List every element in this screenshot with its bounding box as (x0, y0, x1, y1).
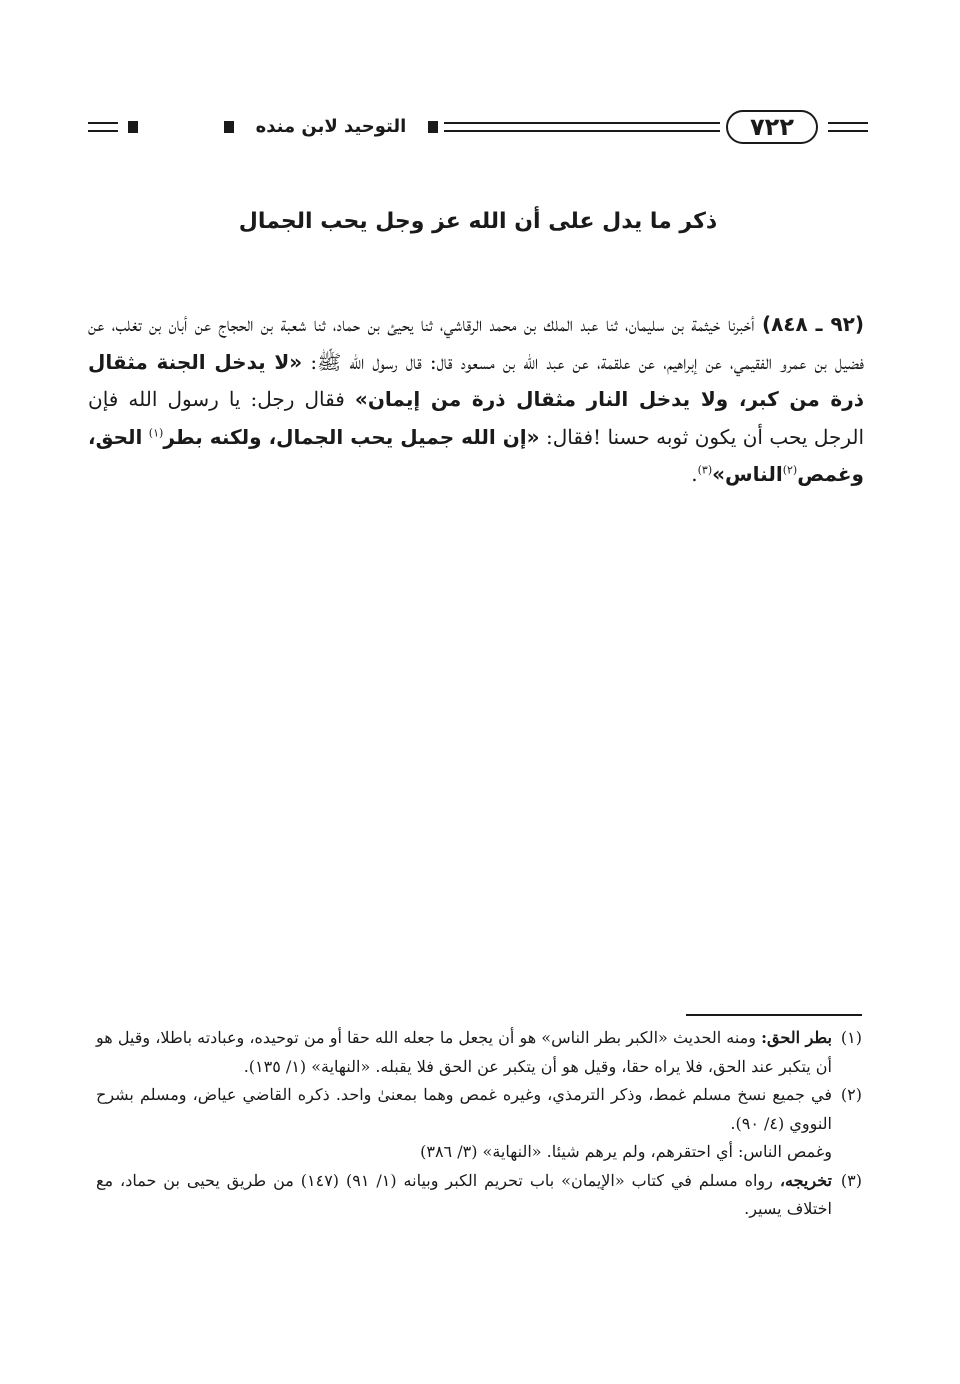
footnote-ref: (١) (148, 425, 164, 439)
footnote-lead: تخريجه، (779, 1170, 832, 1190)
footnote-text: رواه مسلم في كتاب «الإيمان» باب تحريم الكبر وبيانه (١/ ٩١) (١٤٧) من طريق يحيى بن حماد، مع اختلاف يسير. (96, 1170, 832, 1218)
hadith-quote: «إن الله جميل يحب الجمال، ولكنه بطر (163, 424, 540, 449)
page-number: ٧٢٢ (726, 110, 818, 144)
header-square-marker (128, 121, 138, 133)
footnote-ref: (٣) (697, 463, 713, 477)
hadith-isnad: أخبرنا خيثمة بن سليمان، ثنا عبد الملك بن محمد الرقاشي، ثنا يحيئ بن حماد، ثنا شعبة بن الحجاج عن أبان بن تغلب، عن فضيل بن عمرو الفقيمي، عن إبراهيم، عن علقمة، عن عبد الله بن مسعود قال: قال رسول الله ﷺ: (88, 312, 864, 374)
footnote-marker: (٣) (840, 1170, 862, 1190)
hadith-quote: «لا يدخل الجنة مثقال ذرة من كبر، ولا يدخل النار مثقال ذرة من إيمان» (88, 349, 865, 411)
hadith-quote: الناس» (712, 462, 783, 486)
footnote-text: ومنه الحديث «الكبر بطر الناس» هو أن يجعل ما جعله الله حقا أو من توحيده، وعبادته باطلا، وقيل هو أن يتكبر عند الحق، فلا يراه حقا، وقيل هو أن يتكبر عن الحق فلا يقبله. «النهاية» (١/ ١٣٥). (96, 1028, 832, 1076)
footnote-ref: (٢) (782, 463, 798, 477)
running-header (88, 110, 868, 146)
chapter-heading: ذكر ما يدل على أن الله عز وجل يحب الجمال (238, 209, 718, 234)
footnote-separator (686, 1014, 862, 1016)
sentence-end: . (691, 462, 698, 486)
footnote (96, 1081, 862, 1138)
footnote-marker: (٢) (840, 1085, 862, 1104)
hadith-number: (٩٢ ـ ٨٤٨) (761, 312, 864, 336)
header-square-marker (224, 121, 234, 133)
header-rule-left (88, 122, 118, 132)
footnotes (96, 1024, 862, 1224)
header-rule-middle (444, 122, 720, 132)
hadith-text (88, 306, 864, 494)
footnote-continuation (96, 1138, 862, 1167)
footnote-lead: بطر الحق: (761, 1028, 833, 1047)
header-rule-right (828, 122, 868, 132)
hadith-narration: فقال رجل: يا رسول الله فإن الرجل يحب أن يكون ثوبه حسنا !فقال: (88, 387, 865, 449)
footnote-text: في جميع نسخ مسلم غمط، وذكر الترمذي، وغيره غمص وهما بمعنىٰ واحد. ذكره القاضي عياض، ومسلم بشرح النووي (٤/ ٩٠). (96, 1085, 832, 1133)
hadith-quote: الحق، وغمص (88, 424, 864, 486)
footnote-text: وغمص الناس: أي احتقرهم، ولم يرهم شيئا. «النهاية» (٣/ ٣٨٦) (420, 1142, 832, 1161)
footnote (96, 1024, 862, 1081)
running-title: التوحيد لابن منده (255, 116, 407, 137)
footnote-marker: (١) (840, 1028, 862, 1047)
footnote (96, 1167, 862, 1224)
header-square-marker (428, 121, 438, 133)
